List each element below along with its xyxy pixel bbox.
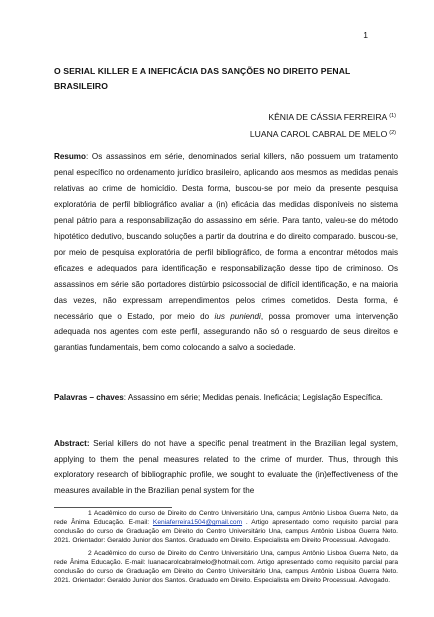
abstract-text: Serial killers do not have a specific penal treatment in the Brazilian legal system, applying to them the penal measures related to the crime of murder. Thus, through this exploratory research of bibliographic profile, we sought to evaluate the (in)effectiveness of the measures available in the Brazilian penal system for the [54, 439, 398, 495]
footnote-text: Acadêmico do curso de Direito do Centro Universitário Una, campus Antônio Lisboa Guerra Neto, da rede Ânima Educação. E-mail: luanacarolcabralmelo@hotmail.com. Artigo apresentado como requisito parcial para conclusão do curso de Graduação em Direito do Centro Universitário Una, campus Antônio Lisboa Guerra Neto. 2021. Orientador: Geraldo Junior dos Santos. Graduado em Direito. Especialista em Direito Processual. Advogado. [54, 550, 398, 584]
author-footnote-marker: (2) [389, 129, 396, 136]
footnote-separator [54, 507, 172, 508]
resumo-italic-term: ius puniendi [214, 311, 261, 321]
footnote-1 [54, 510, 398, 546]
resumo-text-end: , possa promover uma intervenção adequada nos agentes com este perfil, assegurando não só o resguardo de seus direitos e garantias fundamentais, bem como colocando a salvo a sociedade. [54, 311, 399, 353]
author-footnote-marker: (1) [389, 113, 396, 119]
keywords-paragraph [54, 390, 398, 406]
keywords-text: : Assassino em série; Medidas penais. Ineficácia; Legislação Específica. [123, 393, 383, 402]
abstract-label: Abstract: [54, 439, 90, 448]
author-2 [250, 126, 396, 143]
resumo-paragraph [54, 149, 398, 356]
author-1 [250, 109, 396, 126]
author-name: LUANA CAROL CABRAL DE MELO [249, 128, 388, 139]
resumo-label: Resumo [54, 152, 86, 161]
resumo-text: : Os assassinos em série, denominados serial killers, não possuem um tratamento penal específico no ordenamento jurídico brasileiro, aplicando aos mesmos as medidas penais relativas ao crime de homicídio. Desta forma, buscou-se por meio da presente pesquisa exploratória de perfil bibliográfico avaliar a (in) eficácia das medidas disponíveis no sistema penal pátrio para a responsabilização do assassino em série. Para tanto, valeu-se do método hipotético dedutivo, buscando soluções a partir da doutrina e do direito comparado. buscou-se, por meio de pesquisa exploratória de perfil bibliográfico, de forma a encontrar métodos mais eficazes e adequados para identificação e responsabilização desse tipo de criminoso. Os assassinos em série são portadores distúrbio psicossocial de difícil identificação, e na maioria das vezes, não expressam arrependimentos pelos crimes cometidos. Desta forma, é necessário que o Estado, por meio do [54, 152, 398, 321]
email-link[interactable]: Keniaferreira1504@gmail.com [152, 518, 243, 526]
footnote-number: 1 [88, 510, 92, 517]
author-list [250, 109, 396, 142]
footnote-2 [54, 550, 398, 586]
footnote-text: Acadêmico do curso de Direito do Centro Universitário Una, campus Antônio Lisboa Guerra Neto, da rede Ânima Educação. E-mail: [54, 510, 398, 526]
paper-title: O SERIAL KILLER E A INEFICÁCIA DAS SANÇÕES NO DIREITO PENAL BRASILEIRO [54, 66, 351, 91]
page-number: 1 [363, 30, 368, 40]
footnote-number: 2 [88, 550, 92, 557]
keywords-label: Palavras – chaves [54, 393, 124, 402]
author-name: KÊNIA DE CÁSSIA FERREIRA [268, 112, 388, 122]
abstract-paragraph [54, 436, 398, 498]
footnote-text-end: . Artigo apresentado como requisito parcial para conclusão do curso de Graduação em Direito do Centro Universitário Una, campus Antônio Lisboa Guerra Neto. 2021. Orientador: Geraldo Junior dos Santos. Graduado em Direito. Especialista em Direito Processual. Advogado. [54, 518, 398, 544]
